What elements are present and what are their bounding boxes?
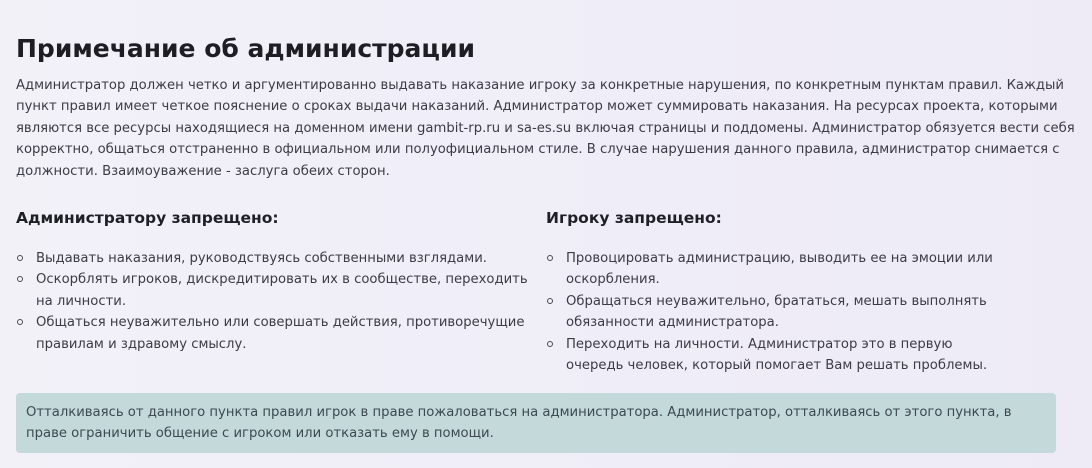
- admin-forbidden-section: [16, 206, 546, 352]
- list-item: [546, 334, 996, 377]
- player-forbidden-list: [546, 248, 1066, 376]
- list-item-text: Оскорблять игроков, дискредитировать их в сообществе, переходить на личности.: [36, 272, 528, 309]
- circle-bullet-icon: [547, 341, 553, 347]
- list-item-text: Обращаться неуважительно, брататься, мешать выполнять обязанности администратора.: [566, 293, 987, 331]
- player-forbidden-heading: Игроку запрещено:: [546, 209, 722, 227]
- info-note: Отталкиваясь от данного пункта правил игрок в праве пожаловаться на администратора. Администратор, отталкиваясь от этого пункта, в праве ограничить общение с игроком или отказать ему в помощи.: [16, 393, 1056, 453]
- list-item-text: Выдавать наказания, руководствуясь собственными взглядами.: [36, 251, 487, 266]
- list-item: [16, 312, 536, 355]
- list-item-text: Общаться неуважительно или совершать действия, противоречущие правилам и здравому смыслу.: [36, 315, 525, 352]
- circle-bullet-icon: [547, 255, 553, 261]
- circle-bullet-icon: [547, 298, 553, 304]
- admin-forbidden-list: [16, 248, 536, 355]
- circle-bullet-icon: [17, 319, 23, 325]
- page-title: Примечание об администрации: [16, 34, 475, 63]
- player-forbidden-section: [546, 206, 1076, 374]
- list-item: [546, 291, 996, 334]
- list-item: [546, 248, 996, 291]
- list-item: [16, 248, 536, 269]
- list-item: [16, 269, 536, 312]
- list-item-text: Провоцировать администрацию, выводить ее на эмоции или оскорбления.: [566, 251, 993, 288]
- list-item-text: Переходить на личности. Администратор это в первую очередь человек, который помогает Вам решать проблемы.: [566, 336, 988, 374]
- admin-forbidden-heading: Администратору запрещено:: [16, 209, 279, 227]
- circle-bullet-icon: [17, 255, 23, 261]
- circle-bullet-icon: [17, 276, 23, 282]
- intro-paragraph: Администратор должен четко и аргументированно выдавать наказание игроку за конкретные нарушения, по конкретным пунктам правил. Каждый пункт правил имеет четкое пояснение о сроках выдачи наказаний. Администратор может суммировать наказания. На ресурсах проекта, которыми являются все ресурсы находящиеся на доменном имени gambit-rp.ru и sa-es.su включая страницы и поддомены. Администратор обязуется вести себя корректно, общаться отстраненно в официальном или полуофициальном стиле. В случае нарушения данного правила, администратор снимается с должности. Взаимоуважение - заслуга обеих сторон.: [16, 78, 1075, 179]
